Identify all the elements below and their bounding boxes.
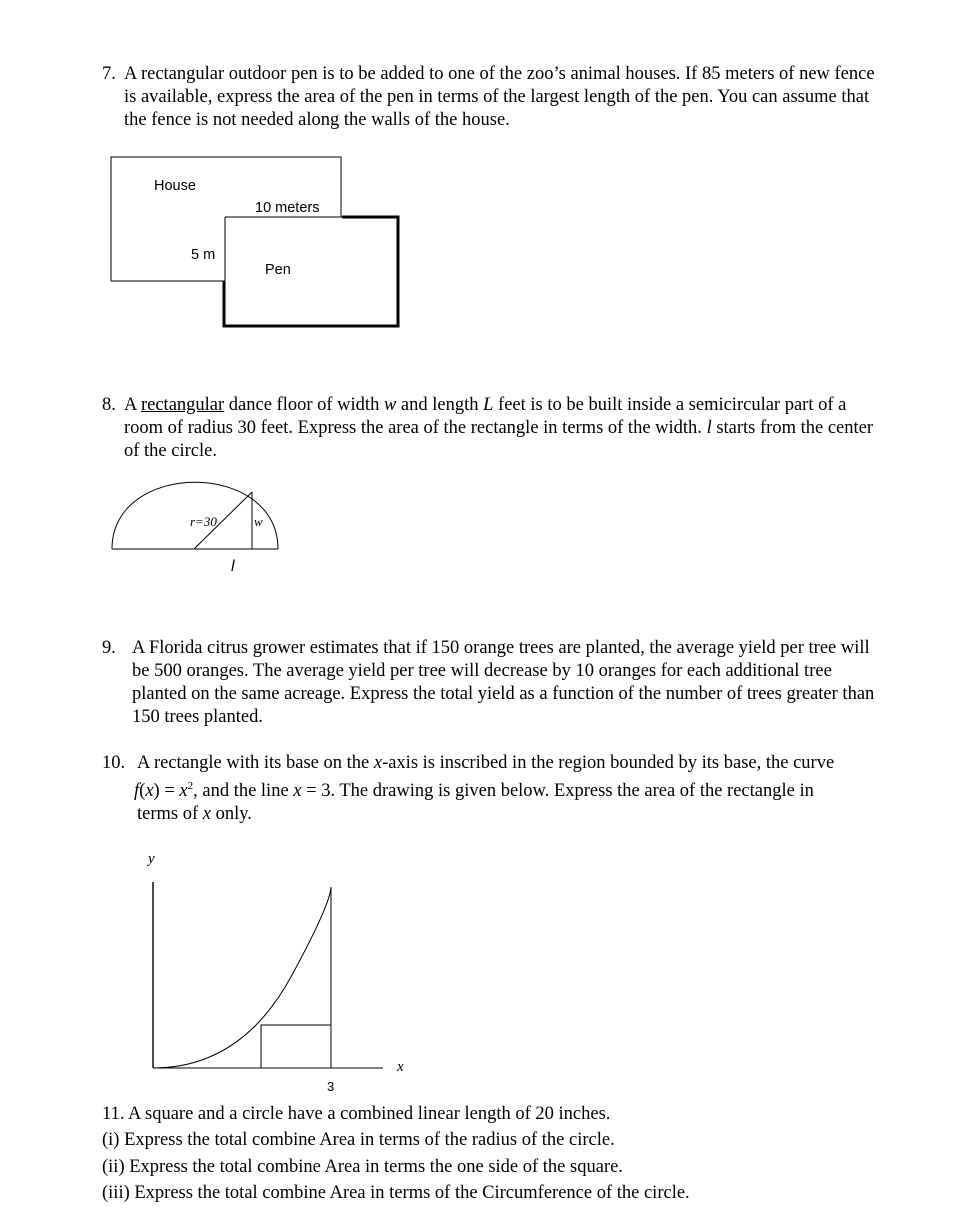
length-label: l [231,558,235,575]
problem-10-line-3 [137,803,834,826]
text-run: room of radius 30 feet. Express the area of the rectangle in terms of the width. [124,418,707,438]
func-f: f [134,781,140,802]
problem-11-part-iii: (iii) Express the total combine Area in terms of the Circumference of the circle. [102,1183,690,1203]
var-x: x [145,781,154,802]
problem-9-line-2: be 500 oranges. The average yield per tree will decrease by 10 oranges for each additional tree [132,661,832,681]
text-run: = 3 [301,781,331,802]
text-run: -axis is inscribed in the region bounded by its base, the curve [382,753,835,773]
problem-8-number: 8. [102,395,116,415]
problem-9-line-4: 150 trees planted. [132,707,263,727]
exponent: 2 [187,780,194,792]
problem-10-line-2 [134,775,834,803]
var-x: x [179,781,188,802]
house-label: House [154,178,196,194]
problem-7-line-2: is available, express the area of the pen in terms of the largest length of the pen. You can assume that [124,87,870,107]
problem-7-line-3: the fence is not needed along the walls of the house. [124,110,510,130]
x-axis-label: x [397,1059,404,1075]
width-label: w [254,514,263,529]
problem-11-title: 11. A square and a circle have a combined linear length of 20 inches. [102,1104,611,1124]
text-run: dance floor of width [224,395,384,415]
pen-rect-fill [225,217,398,326]
paren: ( [139,781,146,802]
problem-8-line-3: of the circle. [124,441,217,461]
problem-11-part-ii: (ii) Express the total combine Area in terms the one side of the square. [102,1157,623,1177]
problem-9-number: 9. [102,638,116,658]
y-axis-label: y [148,851,155,867]
text-run: feet is to be built inside a semicircular part of a [493,395,847,415]
var-l: l [706,418,712,438]
text-run: starts from the center [711,418,873,438]
top-length-label: 10 meters [255,200,320,216]
inscribed-rectangle [261,1025,331,1068]
problem-10 [102,752,834,826]
problem-8-line-1 [124,394,873,417]
text-run: and length [396,395,484,415]
problem-9-line-1: A Florida citrus grower estimates that if 150 orange trees are planted, the average yield per tree will [132,638,870,658]
problem-7-number: 7. [102,64,116,84]
text-run: A rectangle with its base on the [137,753,374,773]
problem-9-line-3: planted on the same acreage. Express the total yield as a function of the number of trees greater than [132,684,875,704]
var-x: x [293,781,302,802]
equals: ) = [153,781,180,802]
var-x: x [373,753,383,773]
text-run: . The drawing is given below. Express the area of the rectangle in [330,781,814,802]
radius-label: r=30 [190,514,217,529]
text-run: only. [210,804,252,825]
var-w: w [383,395,397,415]
problem-7-line-1: A rectangular outdoor pen is to be added to one of the zoo’s animal houses. If 85 meters of new fence [124,64,875,84]
x-tick-label: 3 [327,1079,335,1094]
problem-10-line-1 [137,752,834,775]
pen-label: Pen [265,262,291,278]
text-run: , and the line [193,781,294,802]
problem-8 [102,394,873,463]
side-length-label: 5 m [191,247,216,263]
parabola-curve [153,887,331,1068]
underlined-word: rectangular [140,395,225,415]
var-x: x [202,804,211,825]
var-L: L [483,395,494,415]
problem-9 [102,637,874,729]
problem-10-number: 10. [102,753,126,773]
problem-11-part-i: (i) Express the total combine Area in terms of the radius of the circle. [102,1130,615,1150]
text-run: A [124,395,141,415]
problem-8-line-2 [124,417,873,440]
text-run: terms of [137,804,203,825]
